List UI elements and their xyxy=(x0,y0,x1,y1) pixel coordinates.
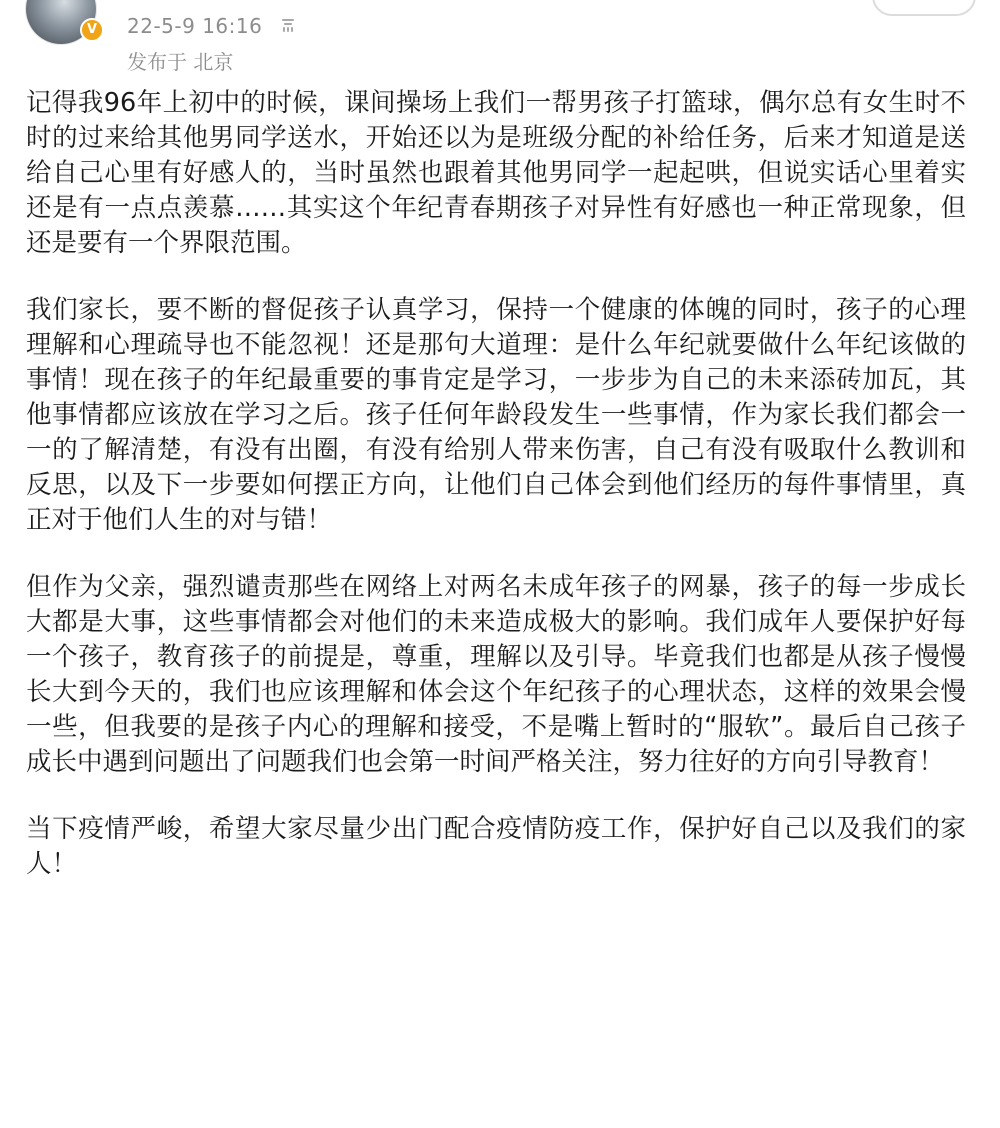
post-paragraph-1: 记得我96年上初中的时候，课间操场上我们一帮男孩子打篮球，偶尔总有女生时不时的过来给其他男同学送水，开始还以为是班级分配的补给任务，后来才知道是送给自己心里有好感人的，当时虽然也跟着其他男同学一起起哄，但说实话心里着实还是有一点点羡慕……其实这个年纪青春期孩子对异性有好感也一种正常现象，但还是要有一个界限范围。 xyxy=(26,88,966,258)
post-body xyxy=(26,86,966,914)
device-icon-shape xyxy=(279,16,297,34)
follow-button[interactable] xyxy=(872,0,976,16)
post-location: 发布于 北京 xyxy=(127,50,234,74)
post-paragraph-2: 我们家长，要不断的督促孩子认真学习，保持一个健康的体魄的同时，孩子的心理理解和心理疏导也不能忽视！还是那句大道理：是什么年纪就要做什么年纪该做的事情！现在孩子的年纪最重要的事肯定是学习，一步步为自己的未来添砖加瓦，其他事情都应该放在学习之后。孩子任何年龄段发生一些事情，作为家长我们都会一一的了解清楚，有没有出圈，有没有给别人带来伤害，自己有没有吸取什么教训和反思，以及下一步要如何摆正方向，让他们自己体会到他们经历的每件事情里，真正对于他们人生的对与错！ xyxy=(26,295,966,535)
post-paragraph-4: 当下疫情严峻，希望大家尽量少出门配合疫情防疫工作，保护好自己以及我们的家人！ xyxy=(26,814,966,879)
verified-badge-icon: V xyxy=(80,18,104,42)
post-timestamp: 22-5-9 16:16 xyxy=(127,14,263,38)
device-icon xyxy=(278,16,298,36)
post-paragraph-3: 但作为父亲，强烈谴责那些在网络上对两名未成年孩子的网暴，孩子的每一步成长大都是大事，这些事情都会对他们的未来造成极大的影响。我们成年人要保护好每一个孩子，教育孩子的前提是，尊重，理解以及引导。毕竟我们也都是从孩子慢慢长大到今天的，我们也应该理解和体会这个年纪孩子的心理状态，这样的效果会慢一些，但我要的是孩子内心的理解和接受，不是嘴上暂时的“服软”。最后自己孩子成长中遇到问题出了问题我们也会第一时间严格关注，努力往好的方向引导教育！ xyxy=(26,572,966,777)
post-header xyxy=(0,0,1000,80)
